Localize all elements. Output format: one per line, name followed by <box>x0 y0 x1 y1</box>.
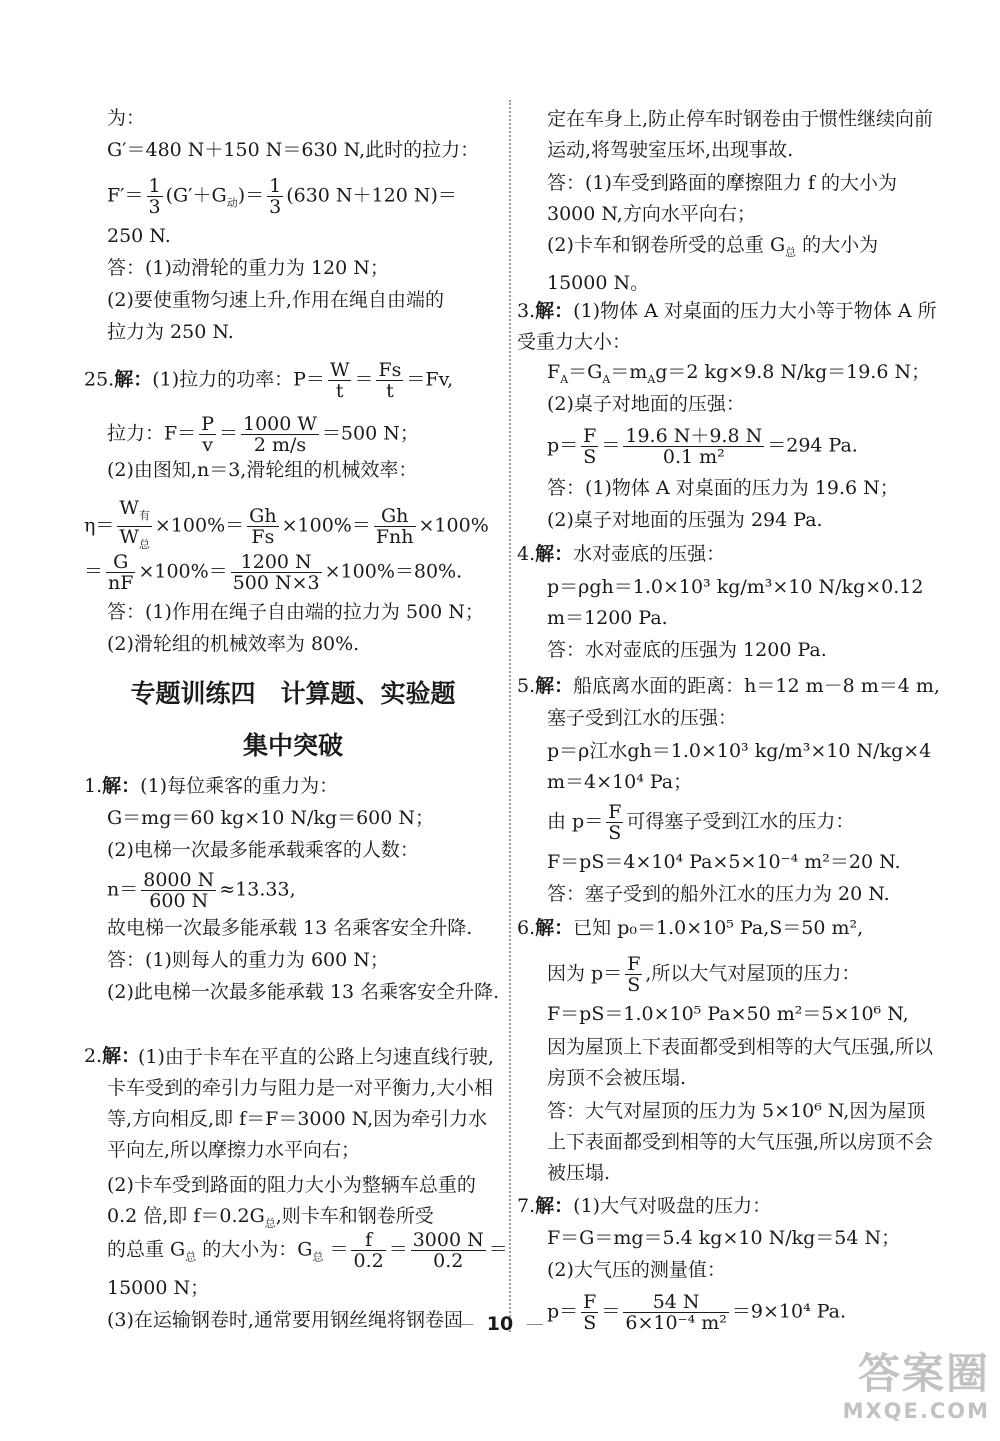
formula-line: ＝ $\frac{G}{nF}$ ×100%＝ $\frac{1200 N}{500 N\times 3}$ ×100%＝80%. <box>84 551 463 594</box>
question-1: 1.解：(1)每位乘客的重力为： <box>84 775 339 797</box>
fraction: $\frac{Fs}{t}$ <box>378 359 402 402</box>
question-4: 4.解：水对壶底的压强： <box>517 543 726 565</box>
text-line: 250 N. <box>107 225 171 247</box>
text-line: p＝ρ江水gh＝1.0×10³ kg/m³×10 N/kg×4 m＝4×10⁴ Pa； <box>547 740 932 793</box>
text-line: F＝G＝mg＝5.4 kg×10 N/kg＝54 N； <box>547 1227 901 1249</box>
text-line: G＝mg＝60 kg×10 N/kg＝600 N； <box>107 807 435 829</box>
watermark: 答案圈 MXQE.COM <box>842 1349 990 1423</box>
text-line: (2)桌子对地面的压强： <box>547 393 745 415</box>
formula-line: 由 p＝ $\frac{F}{S}$ 可得塞子受到江水的压力： <box>547 801 855 844</box>
text-line: (2)滑轮组的机械效率为 80%. <box>107 633 360 655</box>
text-line: (2)大气压的测量值： <box>547 1259 726 1281</box>
text-line: 定在车身上,防止停车时钢卷由于惯性继续向前运动,将驾驶室压坏,出现事故. <box>547 108 934 161</box>
fraction: $\frac{F}{S}$ <box>627 953 641 996</box>
text-line: 15000 N； <box>107 1277 210 1299</box>
question-7: 7.解：(1)大气对吸盘的压力： <box>517 1195 772 1217</box>
answer-line: 答：(1)车受到路面的摩擦阻力 f 的大小为 3000 N,方向水平向右； <box>547 172 898 225</box>
text-line: (2)此电梯一次最多能承载 13 名乘客安全升降. <box>107 981 500 1003</box>
fraction: $\frac{54 N}{\text{6×10⁻⁴ m²}}$ <box>625 1291 727 1334</box>
text-line: (2)要使重物匀速上升,作用在绳自由端的 <box>107 289 444 311</box>
fraction: $\frac{1200 N}{500 N\times 3}$ <box>232 551 320 594</box>
fraction: $\frac{P}{v}$ <box>201 413 214 456</box>
fraction: $\frac{G}{nF}$ <box>108 551 134 594</box>
fraction: $\frac{1}{3}$ <box>148 175 161 218</box>
text-line: 因为屋顶上下表面都受到相等的大气压强,所以房顶不会被压塌. <box>547 1036 934 1089</box>
fraction: $\frac{W_有}{W_总}$ <box>119 497 150 551</box>
text-line: G′＝480 N＋150 N＝630 N,此时的拉力： <box>107 139 480 161</box>
fraction: $\frac{F}{S}$ <box>608 801 622 844</box>
question-6: 6.解：已知 p₀＝1.0×10⁵ Pa,S＝50 m², <box>517 917 864 939</box>
text-line: (2)由图知,n＝3,滑轮组的机械效率： <box>107 459 418 481</box>
formula-line: n＝ $\frac{8000 N}{600 N}$ ≈13.33, <box>107 869 296 912</box>
fraction: $\frac{8000 N}{600 N}$ <box>143 869 215 912</box>
formula-line: p＝ $\frac{F}{S}$ ＝ $\frac{54 N}{\text{6×10⁻⁴ m²}}$ ＝9×10⁴ Pa. <box>547 1291 847 1334</box>
answer-line: 答：(1)物体 A 对桌面的压力为 19.6 N； <box>547 477 899 499</box>
text-line: 故电梯一次最多能承载 13 名乘客安全升降. <box>107 917 473 939</box>
formula-line: 拉力：F＝ $\frac{P}{v}$ ＝ $\frac{1000 W}{2 m/s}$ ＝500 N； <box>107 413 419 456</box>
fraction: $\frac{1}{3}$ <box>269 175 282 218</box>
page-number: 10 <box>0 1313 1000 1335</box>
question-3: 3.解：(1)物体 A 对桌面的压力大小等于物体 A 所受重力大小： <box>517 300 937 353</box>
fraction: $\frac{19.6 N+9.8 N}{\text{0.1 m²}}$ <box>625 425 763 468</box>
fraction: $\frac{1000 W}{2 m/s}$ <box>243 413 317 456</box>
answer-line: 答：大气对屋顶的压力为 5×10⁶ N,因为屋顶上下表面都受到相等的大气压强,所以房顶不会被压塌. <box>547 1100 934 1184</box>
formula-line: F′＝ $\frac{1}{3}$ $(G'+G_动)=$ $\frac{1}{3}$ (630 N＋120 N)＝ <box>107 175 457 218</box>
column-divider <box>509 100 511 1332</box>
formula-line: 因为 p＝ $\frac{F}{S}$ ,所以大气对屋顶的压力： <box>547 953 861 996</box>
text-line: F＝pS＝4×10⁴ Pa×5×10⁻⁴ m²＝20 N. <box>547 851 901 873</box>
text-line: 塞子受到江水的压强： <box>547 707 738 729</box>
answer-line: 答：(1)作用在绳子自由端的拉力为 500 N； <box>107 601 484 623</box>
text-line: $F_A=G_A=m_Ag=2$ kg×9.8 N/kg＝19.6 N； <box>547 361 931 386</box>
answer-line: 答：(1)则每人的重力为 600 N； <box>107 949 389 971</box>
fraction: $\frac{W}{t}$ <box>329 359 350 402</box>
formula-line: p＝ $\frac{F}{S}$ ＝ $\frac{19.6 N+9.8 N}{\text{0.1 m²}}$ ＝294 Pa. <box>547 425 858 468</box>
fraction: $\frac{Gh}{\text{Fnh}}$ <box>375 504 414 548</box>
fraction: $\frac{F}{S}$ <box>583 1291 597 1334</box>
answer-line: 答：(1)动滑轮的重力为 120 N； <box>107 257 389 279</box>
fraction: $\frac{F}{S}$ <box>583 425 597 468</box>
text-line: (2)卡车和钢卷所受的总重 $G_总$ 的大小为 15000 N。 <box>547 234 879 294</box>
text-line: (3)在运输钢卷时,通常要用钢丝绳将钢卷固 <box>107 1309 463 1331</box>
answer-line: 答：水对壶底的压强为 1200 Pa. <box>547 639 827 661</box>
text-line: 为： <box>107 107 146 129</box>
text-line: F＝pS＝1.0×10⁵ Pa×50 m²＝5×10⁶ N, <box>547 1003 909 1025</box>
formula-line: 的总重 $G_总$ 的大小为：$G_总$ ＝ $\frac{f}{0.2}$ ＝ $\frac{3000 N}{0.2}$ ＝ <box>107 1229 508 1272</box>
fraction: $\frac{Gh}{Fs}$ <box>249 504 277 548</box>
fraction: $\frac{f}{0.2}$ <box>353 1229 384 1272</box>
text-line: (2)电梯一次最多能承载乘客的人数： <box>107 839 419 861</box>
section-title: 专题训练四 计算题、实验题 <box>130 679 456 708</box>
question-25: 25.解：(1)拉力的功率：P＝ $\frac{W}{t}$ ＝ $\frac{Fs}{t}$ ＝Fv, <box>84 359 454 402</box>
fraction: $\frac{3000 N}{0.2}$ <box>412 1229 484 1272</box>
text-line: 拉力为 250 N. <box>107 321 234 343</box>
question-5: 5.解：船底离水面的距离：h＝12 m－8 m＝4 m, <box>517 675 940 697</box>
formula-line: η＝ $\frac{W_有}{W_总}$ ×100%＝ $\frac{Gh}{Fs}$ ×100%＝ $\frac{Gh}{\text{Fnh}}$ ×100% <box>84 498 502 555</box>
section-subtitle: 集中突破 <box>242 731 343 760</box>
answer-line: 答：塞子受到的船外江水的压力为 20 N. <box>547 883 890 905</box>
text-line: (2)卡车受到路面的阻力大小为整辆车总重的 0.2 倍,即 $f=0.2G_总$,则卡车和钢卷所受 <box>107 1174 476 1230</box>
text-line: (2)桌子对地面的压强为 294 Pa. <box>547 509 823 531</box>
text-line: p＝ρgh＝1.0×10³ kg/m³×10 N/kg×0.12 m＝1200 Pa. <box>547 576 924 629</box>
